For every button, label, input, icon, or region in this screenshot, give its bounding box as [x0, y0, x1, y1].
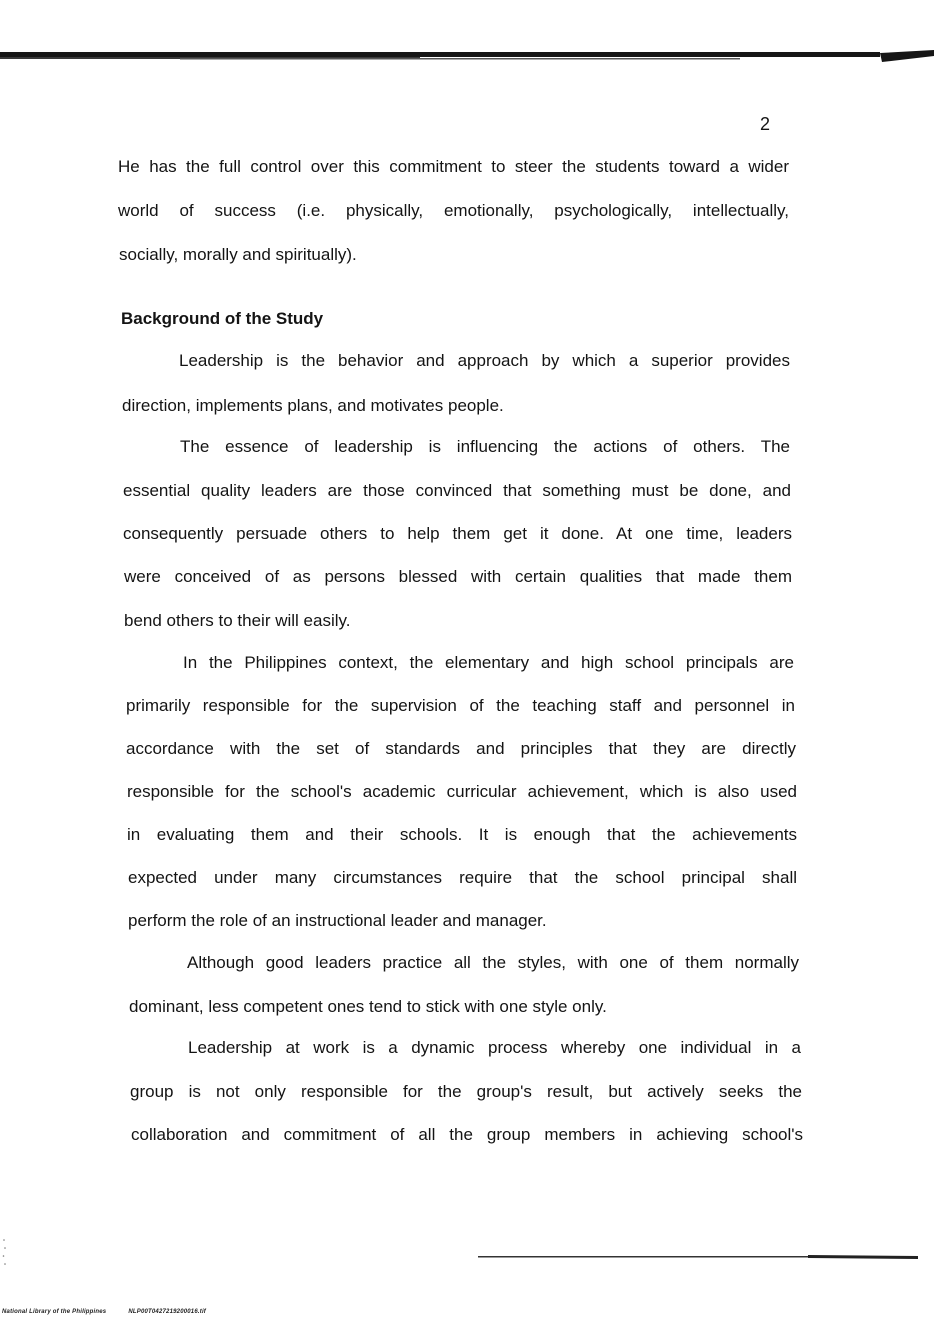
body-line: expected under many circumstances require that the school principal shall	[128, 868, 797, 887]
scan-speckle	[2, 1236, 8, 1270]
scan-top-border	[0, 50, 934, 66]
body-line: direction, implements plans, and motivates people.	[122, 396, 504, 415]
body-line: essential quality leaders are those convinced that something must be done, and	[123, 481, 791, 500]
page-number: 2	[760, 114, 771, 134]
body-line: The essence of leadership is influencing the actions of others. The	[180, 437, 790, 456]
body-line: bend others to their will easily.	[124, 611, 351, 630]
body-line: collaboration and commitment of all the group members in achieving school's	[131, 1125, 803, 1144]
body-line: responsible for the school's academic curricular achievement, which is also used	[127, 782, 797, 801]
body-line: in evaluating them and their schools. It is enough that the achievements	[127, 825, 797, 844]
body-line: Leadership at work is a dynamic process whereby one individual in a	[188, 1038, 801, 1057]
body-line: were conceived of as persons blessed with certain qualities that made them	[124, 567, 792, 586]
scan-code: NLP00T0427219200016.tif	[128, 1309, 207, 1315]
body-line: In the Philippines context, the elementary and high school principals are	[183, 653, 794, 672]
library-name: National Library of the Philippines	[2, 1309, 107, 1315]
scan-footer	[2, 1309, 206, 1315]
body-line: consequently persuade others to help them get it done. At one time, leaders	[123, 524, 792, 543]
body-line: He has the full control over this commitment to steer the students toward a wider	[118, 157, 789, 176]
body-line: primarily responsible for the supervision of the teaching staff and personnel in	[126, 696, 795, 715]
body-line: Leadership is the behavior and approach by which a superior provides	[179, 351, 790, 370]
section-heading: Background of the Study	[121, 309, 324, 328]
scan-bottom-border	[478, 1252, 918, 1262]
body-line: accordance with the set of standards and principles that they are directly	[126, 739, 796, 758]
body-line: dominant, less competent ones tend to stick with one style only.	[129, 997, 607, 1016]
body-line: socially, morally and spiritually).	[119, 245, 357, 264]
body-line: perform the role of an instructional leader and manager.	[128, 911, 547, 930]
body-line: world of success (i.e. physically, emotionally, psychologically, intellectually,	[118, 201, 789, 220]
body-line: group is not only responsible for the group's result, but actively seeks the	[130, 1082, 802, 1101]
body-line: Although good leaders practice all the styles, with one of them normally	[187, 953, 799, 972]
